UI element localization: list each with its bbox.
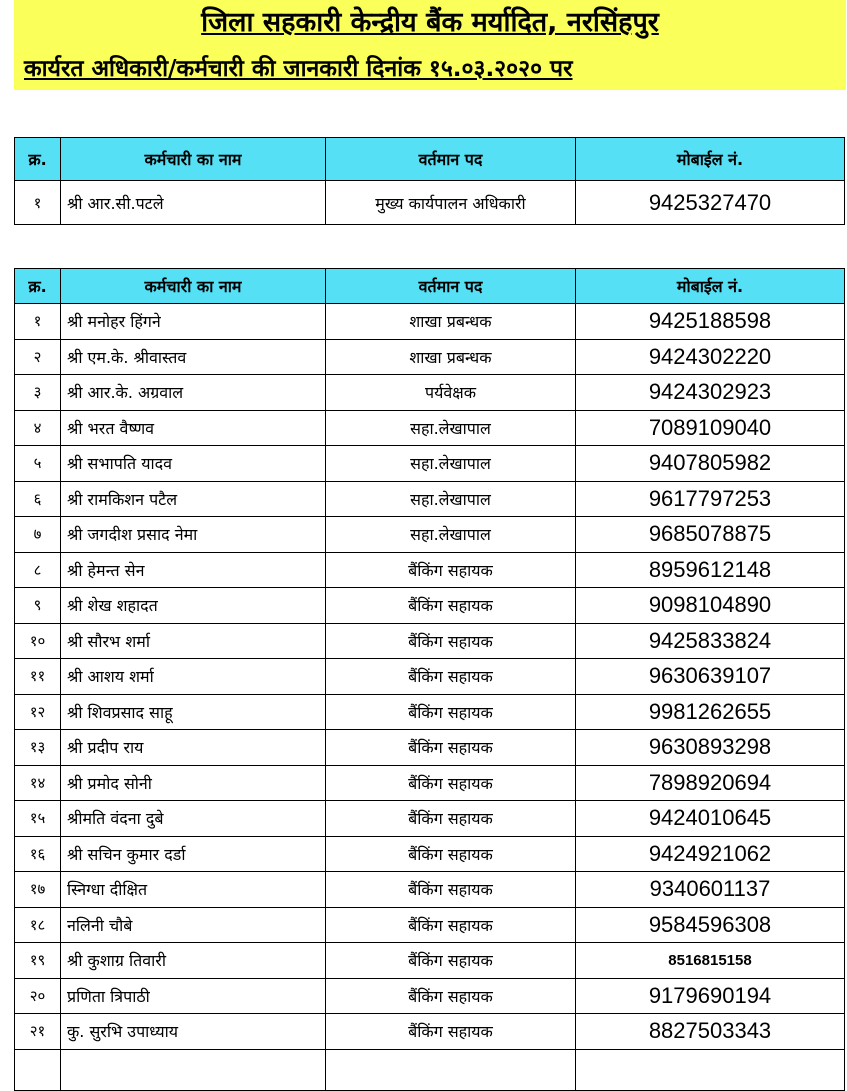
- employee-mobile: 9425833824: [576, 623, 845, 659]
- serial-number: १०: [15, 623, 61, 659]
- employee-mobile: 9584596308: [576, 907, 845, 943]
- staff-table: [14, 268, 845, 1091]
- employee-name: श्री जगदीश प्रसाद नेमा: [61, 517, 326, 553]
- serial-number: १४: [15, 765, 61, 801]
- employee-name: नलिनी चौबे: [61, 907, 326, 943]
- serial-number: ११: [15, 659, 61, 695]
- document-subtitle: कार्यरत अधिकारी/कर्मचारी की जानकारी दिनांक १५.०३.२०२० पर: [24, 56, 573, 82]
- employee-post: बैंकिंग सहायक: [326, 694, 576, 730]
- column-header-post: वर्तमान पद: [326, 269, 576, 304]
- employee-name: श्री सभापति यादव: [61, 446, 326, 482]
- employee-post: बैंकिंग सहायक: [326, 978, 576, 1014]
- employee-post: बैंकिंग सहायक: [326, 1014, 576, 1050]
- table-row: [15, 588, 845, 624]
- table-row: [15, 446, 845, 482]
- employee-name: श्री मनोहर हिंगने: [61, 304, 326, 340]
- table-row: [15, 623, 845, 659]
- table-row: [15, 943, 845, 979]
- employee-mobile: 9098104890: [576, 588, 845, 624]
- employee-mobile: 9340601137: [576, 872, 845, 908]
- empty-cell: [326, 1049, 576, 1090]
- table-row: [15, 836, 845, 872]
- employee-mobile: 9424010645: [576, 801, 845, 837]
- employee-post: सहा.लेखापाल: [326, 410, 576, 446]
- employee-mobile: 8516815158: [576, 943, 845, 979]
- employee-mobile: 9425188598: [576, 304, 845, 340]
- empty-cell: [15, 1049, 61, 1090]
- employee-mobile: 7089109040: [576, 410, 845, 446]
- employee-post: सहा.लेखापाल: [326, 481, 576, 517]
- serial-number: ६: [15, 481, 61, 517]
- employee-mobile: 9179690194: [576, 978, 845, 1014]
- employee-post: बैंकिंग सहायक: [326, 872, 576, 908]
- employee-mobile: 8827503343: [576, 1014, 845, 1050]
- serial-number: १: [15, 304, 61, 340]
- table-header-row: [15, 269, 845, 304]
- serial-number: १३: [15, 730, 61, 766]
- serial-number: १७: [15, 872, 61, 908]
- employee-mobile: 9981262655: [576, 694, 845, 730]
- table-row: [15, 1014, 845, 1050]
- serial-number: ८: [15, 552, 61, 588]
- employee-name: श्री शेख शहादत: [61, 588, 326, 624]
- employee-name: श्री भरत वैष्णव: [61, 410, 326, 446]
- employee-post: बैंकिंग सहायक: [326, 552, 576, 588]
- serial-number: ९: [15, 588, 61, 624]
- serial-number: १९: [15, 943, 61, 979]
- employee-mobile: 9424921062: [576, 836, 845, 872]
- employee-mobile: 9617797253: [576, 481, 845, 517]
- employee-post: बैंकिंग सहायक: [326, 836, 576, 872]
- employee-post: बैंकिंग सहायक: [326, 623, 576, 659]
- empty-cell: [61, 1049, 326, 1090]
- employee-name: श्रीमति वंदना दुबे: [61, 801, 326, 837]
- employee-name: श्री रामकिशन पटैल: [61, 481, 326, 517]
- employee-name: श्री आर.के. अग्रवाल: [61, 375, 326, 411]
- table-header-row: [15, 138, 845, 181]
- employee-post: शाखा प्रबन्धक: [326, 339, 576, 375]
- employee-name: श्री सौरभ शर्मा: [61, 623, 326, 659]
- employee-name: श्री आशय शर्मा: [61, 659, 326, 695]
- employee-name: श्री प्रदीप राय: [61, 730, 326, 766]
- table-row: [15, 801, 845, 837]
- employee-post: बैंकिंग सहायक: [326, 907, 576, 943]
- column-header-post: वर्तमान पद: [326, 138, 576, 181]
- table-row: [15, 304, 845, 340]
- serial-number: २: [15, 339, 61, 375]
- table-row: [15, 481, 845, 517]
- employee-post: शाखा प्रबन्धक: [326, 304, 576, 340]
- employee-mobile: 8959612148: [576, 552, 845, 588]
- serial-number: १: [15, 181, 61, 225]
- staff-table-body: [15, 304, 845, 1091]
- table-row: [15, 659, 845, 695]
- employee-post: पर्यवेक्षक: [326, 375, 576, 411]
- employee-mobile: 9425327470: [576, 181, 845, 225]
- table-row: [15, 517, 845, 553]
- table-row: [15, 375, 845, 411]
- serial-number: १२: [15, 694, 61, 730]
- bank-title: जिला सहकारी केन्द्रीय बैंक मर्यादित, नरसिंहपुर: [201, 7, 659, 38]
- table-row: [15, 978, 845, 1014]
- employee-name: श्री आर.सी.पटले: [61, 181, 326, 225]
- employee-name: श्री सचिन कुमार दर्डा: [61, 836, 326, 872]
- employee-mobile: 9424302220: [576, 339, 845, 375]
- employee-name: कु. सुरभि उपाध्याय: [61, 1014, 326, 1050]
- column-header-sn: क्र.: [15, 269, 61, 304]
- employee-post: बैंकिंग सहायक: [326, 588, 576, 624]
- serial-number: १६: [15, 836, 61, 872]
- column-header-sn: क्र.: [15, 138, 61, 181]
- table-row: [15, 730, 845, 766]
- employee-name: श्री प्रमोद सोनी: [61, 765, 326, 801]
- table-row: [15, 765, 845, 801]
- serial-number: ३: [15, 375, 61, 411]
- ceo-table: [14, 137, 845, 225]
- employee-mobile: 9685078875: [576, 517, 845, 553]
- table-row: [15, 339, 845, 375]
- table-row: [15, 552, 845, 588]
- employee-name: प्रणिता त्रिपाठी: [61, 978, 326, 1014]
- serial-number: १५: [15, 801, 61, 837]
- employee-post: बैंकिंग सहायक: [326, 943, 576, 979]
- employee-post: बैंकिंग सहायक: [326, 730, 576, 766]
- empty-row: [15, 1049, 845, 1090]
- serial-number: ५: [15, 446, 61, 482]
- table-row: [15, 872, 845, 908]
- employee-post: बैंकिंग सहायक: [326, 801, 576, 837]
- column-header-name: कर्मचारी का नाम: [61, 138, 326, 181]
- serial-number: २१: [15, 1014, 61, 1050]
- table-row: [15, 907, 845, 943]
- serial-number: ४: [15, 410, 61, 446]
- empty-cell: [576, 1049, 845, 1090]
- serial-number: २०: [15, 978, 61, 1014]
- table-row: [15, 694, 845, 730]
- employee-name: श्री कुशाग्र तिवारी: [61, 943, 326, 979]
- serial-number: १८: [15, 907, 61, 943]
- employee-mobile: 9630639107: [576, 659, 845, 695]
- employee-mobile: 9424302923: [576, 375, 845, 411]
- serial-number: ७: [15, 517, 61, 553]
- table-row: [15, 181, 845, 225]
- employee-mobile: 9407805982: [576, 446, 845, 482]
- employee-name: श्री एम.के. श्रीवास्तव: [61, 339, 326, 375]
- column-header-mobile: मोबाईल नं.: [576, 138, 845, 181]
- employee-post: बैंकिंग सहायक: [326, 659, 576, 695]
- column-header-mobile: मोबाईल नं.: [576, 269, 845, 304]
- document-header: [14, 0, 846, 90]
- employee-post: सहा.लेखापाल: [326, 446, 576, 482]
- employee-mobile: 9630893298: [576, 730, 845, 766]
- employee-name: श्री हेमन्त सेन: [61, 552, 326, 588]
- employee-post: बैंकिंग सहायक: [326, 765, 576, 801]
- column-header-name: कर्मचारी का नाम: [61, 269, 326, 304]
- employee-post: मुख्य कार्यपालन अधिकारी: [326, 181, 576, 225]
- table-row: [15, 410, 845, 446]
- employee-mobile: 7898920694: [576, 765, 845, 801]
- employee-name: श्री शिवप्रसाद साहू: [61, 694, 326, 730]
- employee-post: सहा.लेखापाल: [326, 517, 576, 553]
- employee-name: स्निग्धा दीक्षित: [61, 872, 326, 908]
